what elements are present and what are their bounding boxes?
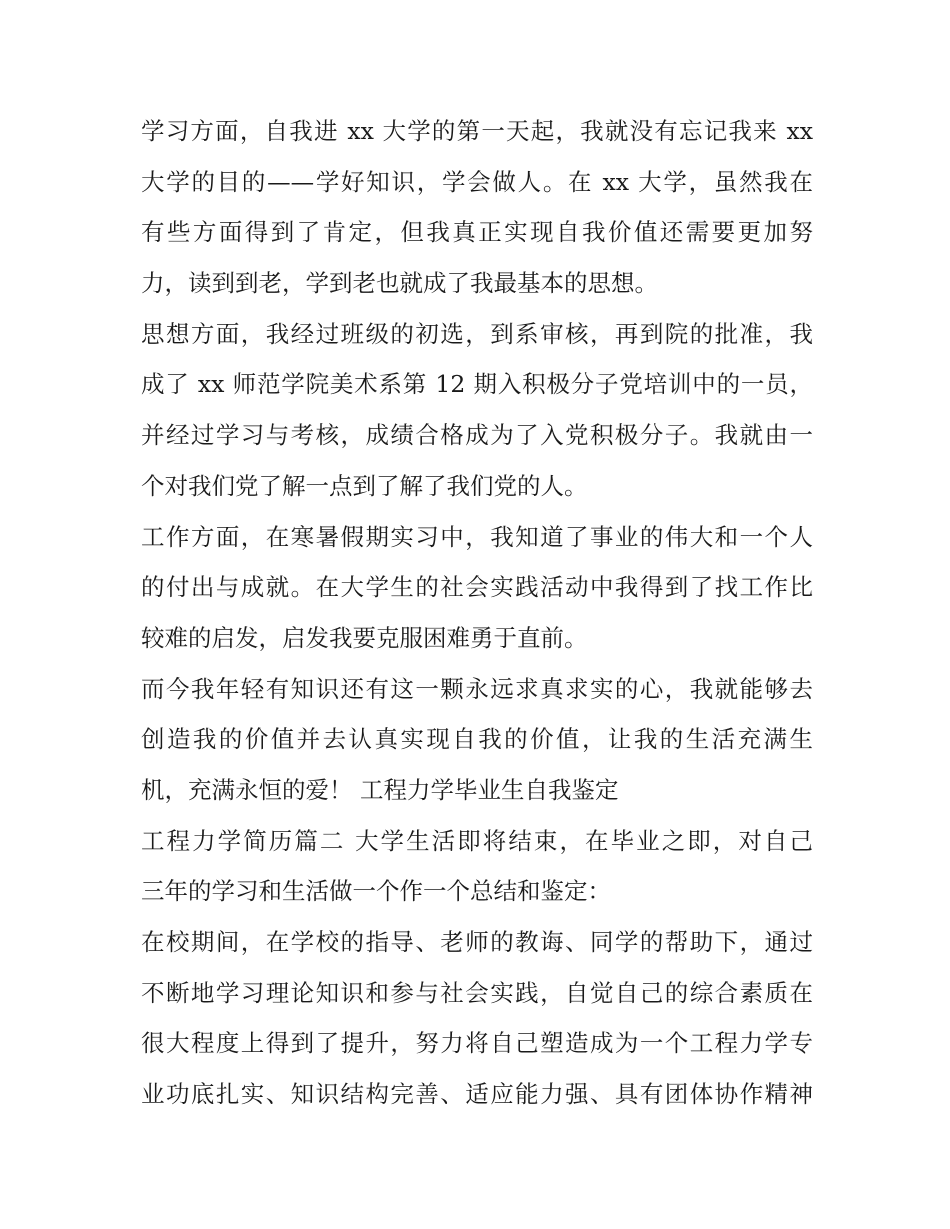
text-line: 不断地学习理论知识和参与社会实践，自觉自己的综合素质在 <box>141 978 813 1007</box>
text-line: 思想方面，我经过班级的初选，到系审核，再到院的批准，我 <box>141 319 813 348</box>
text-line: 工作方面，在寒暑假期实习中，我知道了事业的伟大和一个人 <box>141 522 813 551</box>
text-line: 在校期间，在学校的指导、老师的教诲、同学的帮助下，通过 <box>141 928 813 956</box>
text-line: 工程力学简历篇二 大学生活即将结束，在毕业之即，对自己 <box>141 826 813 855</box>
text-line: 业功底扎实、知识结构完善、适应能力强、具有团体协作精神 <box>141 1080 813 1109</box>
text-line: 学习方面，自我进 xx 大学的第一天起，我就没有忘记我来 xx <box>141 117 813 145</box>
text-line: 的付出与成就。在大学生的社会实践活动中我得到了找工作比 <box>141 573 813 602</box>
text-line: 创造我的价值并去认真实现自我的价值，让我的生活充满生 <box>141 725 813 754</box>
text-line: 大学的目的——学好知识，学会做人。在 xx 大学，虽然我在 <box>141 167 813 196</box>
text-line: 很大程度上得到了提升，努力将自己塑造成为一个工程力学专 <box>141 1029 813 1058</box>
text-line: 个对我们党了解一点到了解了我们党的人。 <box>141 471 588 500</box>
text-line: 三年的学习和生活做一个作一个总结和鉴定： <box>141 877 611 906</box>
text-line: 有些方面得到了肯定，但我真正实现自我价值还需要更加努 <box>141 218 813 247</box>
text-line: 较难的启发，启发我要克服困难勇于直前。 <box>141 623 588 652</box>
text-line: 成了 xx 师范学院美术系第 12 期入积极分子党培训中的一员， <box>141 370 813 399</box>
text-line: 并经过学习与考核，成绩合格成为了入党积极分子。我就由一 <box>141 421 813 450</box>
text-line: 力，读到到老，学到老也就成了我最基本的思想。 <box>141 269 658 298</box>
text-line: 而今我年轻有知识还有这一颗永远求真求实的心，我就能够去 <box>141 674 813 703</box>
text-line: 机，充满永恒的爱！ 工程力学毕业生自我鉴定 <box>141 775 619 804</box>
document-body <box>141 106 813 1120</box>
